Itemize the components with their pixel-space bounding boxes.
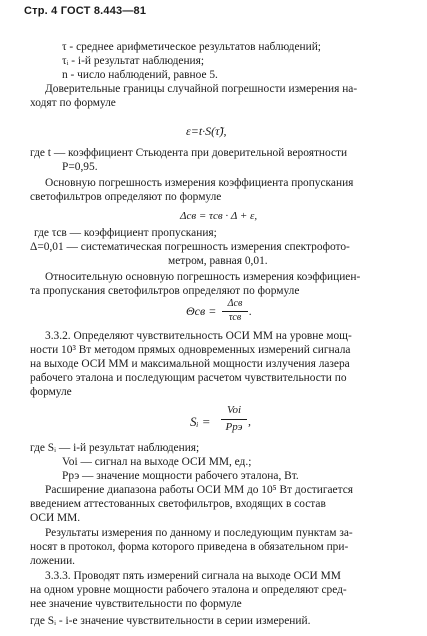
text-line: Основную погрешность измерения коэффициента пропускания	[45, 177, 354, 189]
text-line: 3.3.2. Определяют чувствительность ОСИ ММ на уровне мощ-	[45, 330, 352, 342]
text-line: светофильтров определяют по формуле	[30, 191, 222, 203]
text-line: τᵢ - i-й результат наблюдения;	[62, 55, 205, 67]
text-line: метром, равная 0,01.	[168, 255, 268, 267]
text-line: Δ=0,01 — систематическая погрешность измерения спектрофото-	[30, 241, 350, 253]
text-line: та пропускания светофильтров определяют по формуле	[30, 285, 300, 297]
text-line: P=0,95.	[62, 161, 98, 173]
fraction-bar	[221, 419, 247, 420]
text-line: Расширение диапазона работы ОСИ ММ до 10⁵ Вт достигается	[45, 484, 354, 496]
text-line: ОСИ ММ.	[30, 512, 81, 524]
text-line: рабочего эталона и последующим расчетом чувствительности по	[30, 372, 347, 384]
formula-sensitivity-left: Sᵢ =	[190, 414, 211, 429]
text-line: 3.3.3. Проводят пять измерений сигнала на выходе ОСИ ММ	[45, 570, 341, 582]
formula-relative-numerator: Δсв	[227, 298, 243, 309]
text-line: введением аттестованных светофильтров, входящих в состав	[30, 498, 326, 510]
text-line: где t — коэффициент Стьюдента при доверительной вероятности	[30, 147, 348, 159]
text-line: на одном уровне мощности рабочего эталона и определяют сред-	[30, 584, 347, 596]
formula-sensitivity-tail: ,	[248, 414, 251, 428]
text-line: Voi — сигнал на выходе ОСИ ММ, ед.;	[62, 456, 252, 468]
formula-relative-left: Θсв =	[186, 304, 217, 318]
text-line: где Sᵢ - i-е значение чувствительности в серии измерений.	[30, 615, 311, 627]
formula-relative-tail: .	[249, 304, 252, 318]
text-line: Относительную основную погрешность измерения коэффициен-	[45, 271, 361, 283]
text-line: носят в протокол, форма которого приведена в обязательном при-	[30, 541, 349, 553]
text-line: где Sᵢ — i-й результат наблюдения;	[30, 442, 200, 454]
text-line: на выходе ОСИ ММ и максимальной мощности излучения лазера	[30, 358, 350, 370]
text-line: n - число наблюдений, равное 5.	[62, 69, 218, 81]
text-line: Pрэ — значение мощности рабочего эталона, Вт.	[62, 470, 299, 482]
text-line: Результаты измерения по данному и последующим пунктам за-	[45, 527, 353, 539]
page-header: Стр. 4 ГОСТ 8.443—81	[24, 5, 147, 17]
text-line: Доверительные границы случайной погрешности измерения на-	[45, 83, 358, 95]
text-line: ложении.	[30, 555, 76, 567]
formula-basic-error: Δсв = τсв · Δ + ε,	[180, 210, 258, 222]
text-line: нее значение чувствительности по формуле	[30, 598, 242, 610]
text-line: где τсв — коэффициент пропускания;	[34, 227, 217, 239]
text-line: ходят по формуле	[30, 97, 116, 109]
text-line: τ - среднее арифметическое результатов наблюдений;	[62, 41, 321, 53]
text-line: ности 10³ Вт методом прямых одновременных измерений сигнала	[30, 344, 351, 356]
formula-confidence: ε=t·S(τ̃),	[186, 124, 227, 138]
formula-sensitivity-numerator: Voi	[226, 404, 242, 416]
formula-relative-denominator: τсв	[228, 312, 242, 323]
formula-sensitivity-denominator: Pрэ	[225, 421, 243, 433]
text-line: формуле	[30, 386, 72, 398]
